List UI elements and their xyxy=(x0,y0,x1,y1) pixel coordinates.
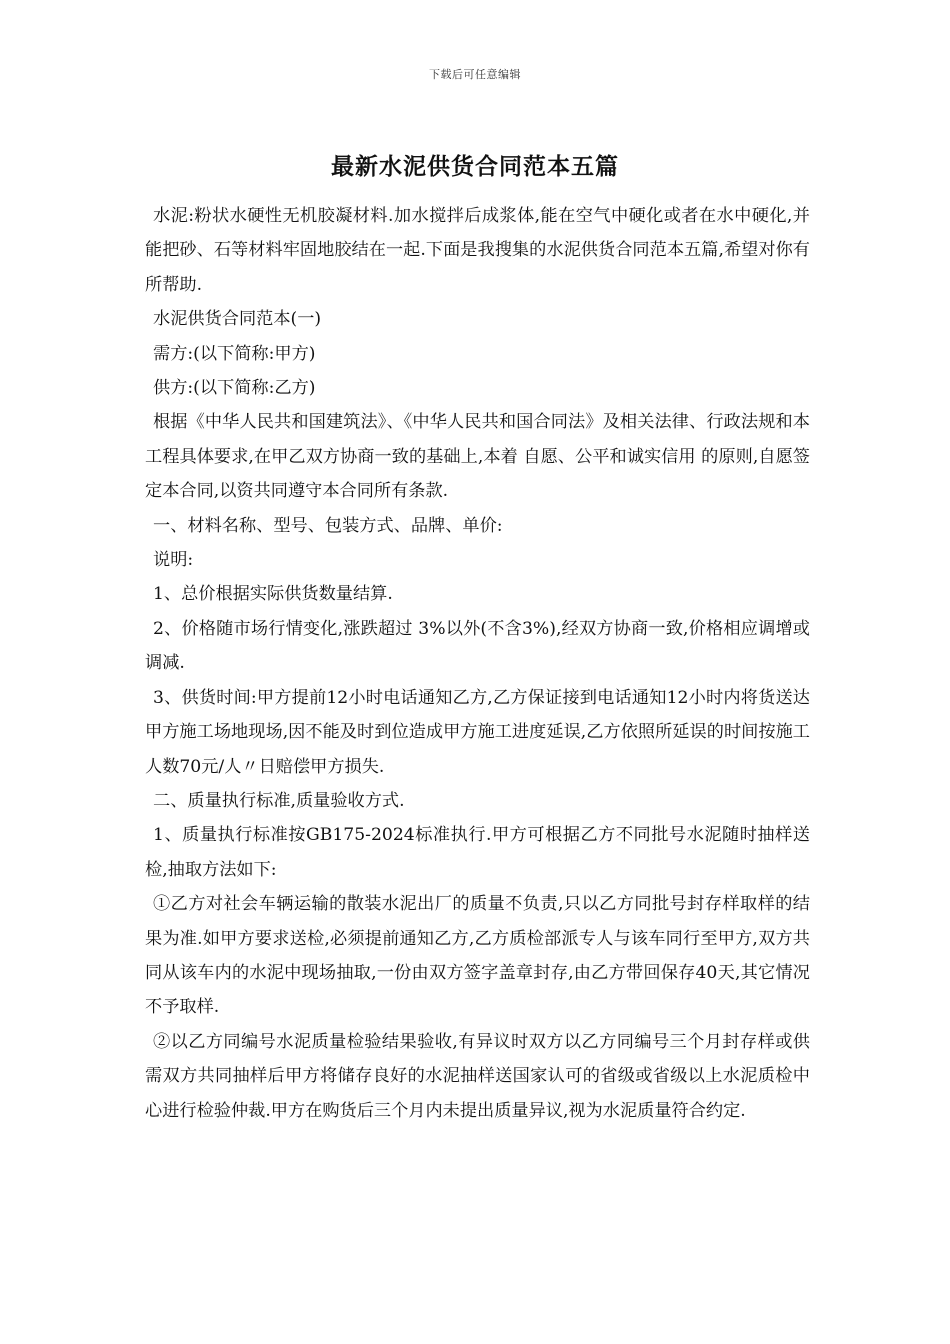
document-title: 最新水泥供货合同范本五篇 xyxy=(331,154,619,180)
note-item-2: 2、价格随市场行情变化,涨跌超过 3%以外(不含3%),经双方协商一致,价格相应调增或调减. xyxy=(145,618,810,674)
note-item-1: 1、总价根据实际供货数量结算. xyxy=(153,584,393,605)
sampling-item-1: ①乙方对社会车辆运输的散装水泥出厂的质量不负责,只以乙方同批号封存样取样的结果为准.如甲方要求送检,必须提前通知乙方,乙方质检部派专人与该车同行至甲方,双方共同从该车内的水泥中现场抽取,一份由双方签字盖章封存,由乙方带回保存40天,其它情况不予取样. xyxy=(145,894,810,1018)
note-item-3: 3、供货时间:甲方提前12小时电话通知乙方,乙方保证接到电话通知12小时内将货送达甲方施工场地现场,因不能及时到位造成甲方施工进度延误,乙方依照所延误的时间按施工人数70元/人〃日赔偿甲方损失. xyxy=(145,687,810,777)
supplier-line: 供方:(以下简称:乙方) xyxy=(153,378,316,399)
section-2-heading: 二、质量执行标准,质量验收方式. xyxy=(153,790,405,811)
sampling-item-2: ②以乙方同编号水泥质量检验结果验收,有异议时双方以乙方同编号三个月封存样或供需双方共同抽样后甲方将储存良好的水泥抽样送国家认可的省级或省级以上水泥质检中心进行检验仲裁.甲方在购货后三个月内未提出质量异议,视为水泥质量符合约定. xyxy=(145,1031,810,1121)
section-1-heading: 一、材料名称、型号、包装方式、品牌、单价: xyxy=(153,515,503,536)
quality-item-1: 1、质量执行标准按GB175-2024标准执行.甲方可根据乙方不同批号水泥随时抽样送检,抽取方法如下: xyxy=(145,825,810,880)
document-body xyxy=(145,199,810,1128)
notes-label: 说明: xyxy=(153,550,194,571)
intro-paragraph: 水泥:粉状水硬性无机胶凝材料.加水搅拌后成浆体,能在空气中硬化或者在水中硬化,并能把砂、石等材料牢固地胶结在一起.下面是我搜集的水泥供货合同范本五篇,希望对你有所帮助. xyxy=(145,206,810,295)
contract-heading: 水泥供货合同范本(一) xyxy=(153,309,322,330)
legal-basis-paragraph: 根据《中华人民共和国建筑法》、《中华人民共和国合同法》及相关法律、行政法规和本工程具体要求,在甲乙双方协商一致的基础上,本着 自愿、公平和诚实信用 的原则,自愿签定本合同,以资共同遵守本合同所有条款. xyxy=(145,412,810,502)
header-note: 下载后可任意编辑 xyxy=(429,68,521,81)
buyer-line: 需方:(以下简称:甲方) xyxy=(153,343,316,364)
